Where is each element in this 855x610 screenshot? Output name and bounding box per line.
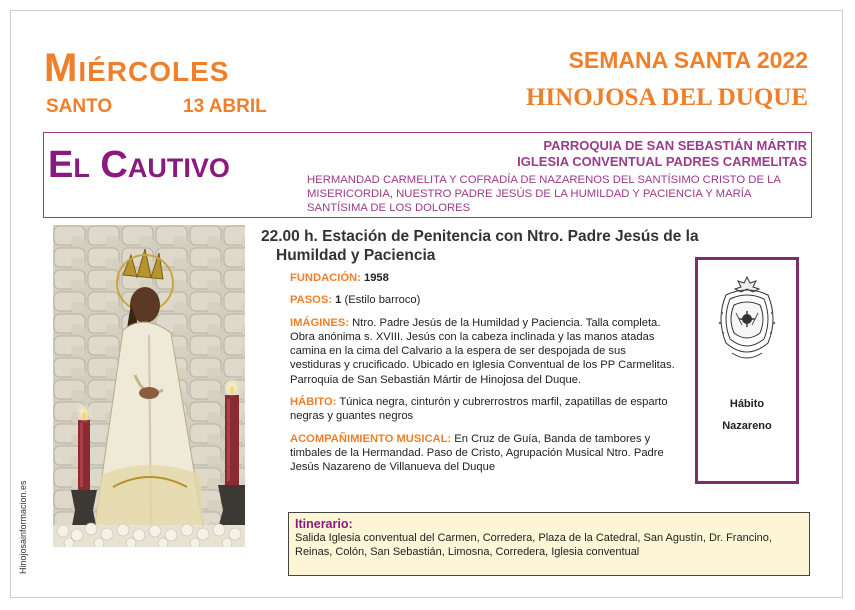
church-lines <box>517 138 807 170</box>
itinerary-title: Itinerario: <box>295 517 353 531</box>
fundacion-label: FUNDACIÓN: <box>290 272 361 284</box>
date-label: 13 ABRIL <box>183 96 267 117</box>
brotherhood-full-name: HERMANDAD CARMELITA Y COFRADÍA DE NAZARENOS DEL SANTÍSIMO CRISTO DE LA MISERICORDIA, NUESTRO PADRE JESÚS DE LA HUMILDAD Y PACIENCIA Y MARÍA SANTÍSIMA DE LOS DOLORES <box>307 174 781 214</box>
event-title-line1: 22.00 h. Estación de Penitencia con Ntro. Padre Jesús de la <box>261 228 699 245</box>
town-title: HINOJOSA DEL DUQUE <box>525 84 808 111</box>
imagenes-text: Ntro. Padre Jesús de la Humildad y Paciencia. Talla completa. Obra anónima s. XVIII. Jesús con la cabeza inclinada y las manos atadas camina en la cima del Calvario a la espera de ser despojada de sus vestiduras y crucificado. Ubicado en Iglesia Conventual de los PP Carmelitas. Parroquia de San Sebastián Mártir de Hinojosa del Duque. <box>290 316 675 386</box>
brotherhood-name: El Cautivo <box>48 144 230 186</box>
habit-label-line2: Nazareno <box>722 420 772 432</box>
event-title <box>261 227 716 265</box>
event-title-line2: Humildad y Paciencia <box>276 247 436 264</box>
brotherhood-emblem-icon <box>712 273 782 365</box>
acompanamiento-label: ACOMPAÑIMIENTO MUSICAL: <box>290 432 452 445</box>
acompanamiento-row <box>290 432 675 475</box>
procession-image-illustration <box>53 225 245 547</box>
credit-watermark: Hinojosainformacion.es <box>18 480 28 574</box>
parish-name: PARROQUIA DE SAN SEBASTIÁN MÁRTIR <box>543 138 807 153</box>
habito-row <box>290 395 675 424</box>
fundacion-value: 1958 <box>363 272 389 284</box>
day-subtitle: SANTO <box>46 96 113 117</box>
acompanamiento-text: En Cruz de Guía, Banda de tambores y timbales de la Hermandad. Paso de Cristo, Agrupación Musical Ntro. Padre Jesús Nazareno de Villanueva del Duque <box>290 432 664 474</box>
habit-label-line1: Hábito <box>729 398 765 410</box>
fundacion-row <box>290 271 675 285</box>
day-title: Miércoles <box>44 46 230 90</box>
pasos-row <box>290 293 675 307</box>
pasos-label: PASOS: <box>290 294 333 307</box>
season-title: SEMANA SANTA 2022 <box>568 47 808 73</box>
procession-image-photo <box>53 225 245 547</box>
details-section <box>290 271 675 483</box>
itinerary-box <box>288 512 810 576</box>
pasos-note: (Estilo barroco) <box>344 294 421 307</box>
habito-label: HÁBITO: <box>290 396 337 409</box>
imagenes-label: IMÁGINES: <box>290 316 350 329</box>
church-name: IGLESIA CONVENTUAL PADRES CARMELITAS <box>517 154 807 169</box>
habito-text: Túnica negra, cinturón y cubrerrostros marfil, zapatillas de esparto negras y guantes negros <box>290 396 668 423</box>
habit-card <box>695 257 799 484</box>
pasos-number: 1 <box>335 294 342 307</box>
itinerary-text: Salida Iglesia conventual del Carmen, Corredera, Plaza de la Catedral, San Agustín, Dr. Francino, Reinas, Colón, San Sebastián, Limosna, Corredera, Iglesia conventual <box>295 532 772 558</box>
imagenes-row <box>290 316 675 387</box>
